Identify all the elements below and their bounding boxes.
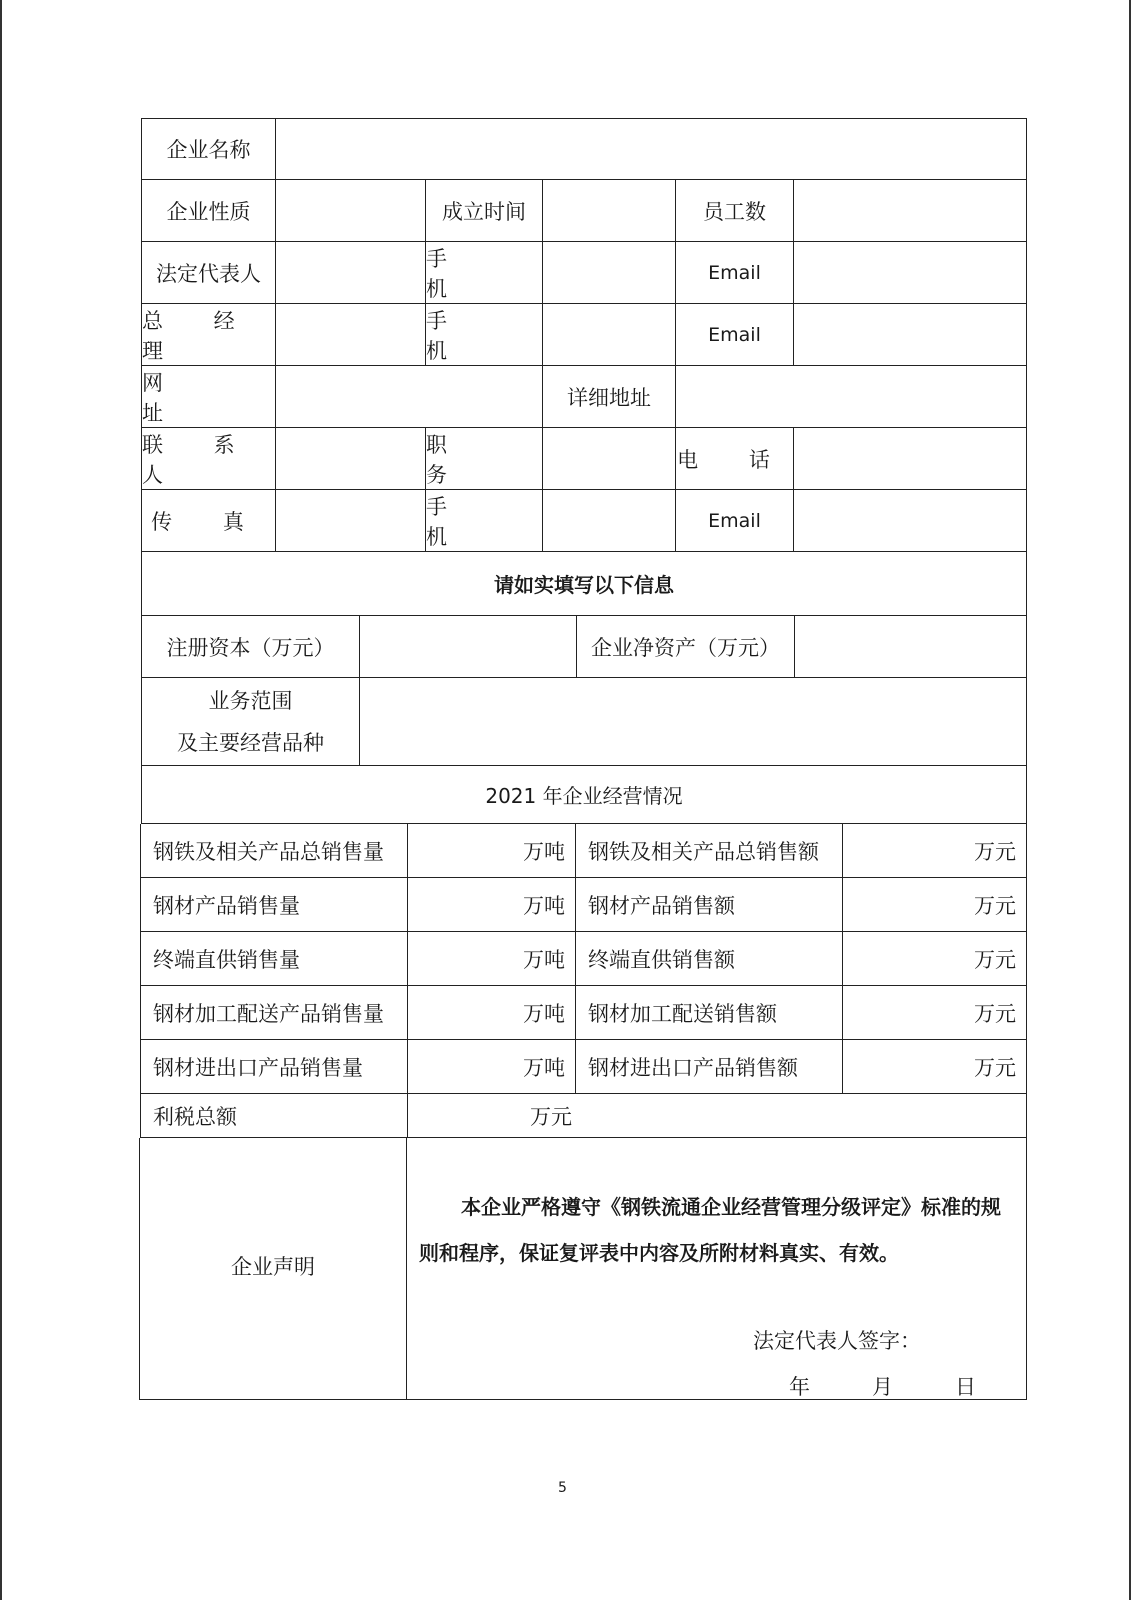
field-nature[interactable]	[276, 180, 426, 241]
row-scope	[141, 678, 1027, 766]
row-capital	[141, 616, 1027, 678]
row-website	[141, 366, 1027, 428]
date-month: 月	[872, 1375, 893, 1399]
ops-label-volume: 钢材产品销售量	[141, 878, 408, 931]
section-info-heading: 请如实填写以下信息	[494, 573, 674, 597]
field-company-name[interactable]	[276, 119, 1026, 179]
field-address[interactable]	[676, 366, 1026, 427]
row-tax	[140, 1094, 1027, 1138]
label-founded: 成立时间	[426, 180, 543, 241]
field-contact-email[interactable]	[794, 490, 1026, 551]
ops-label-volume: 钢铁及相关产品总销售量	[141, 824, 408, 877]
row-declaration	[139, 1138, 1027, 1400]
label-gm-email: Email	[676, 304, 794, 365]
ops-label-amount: 钢铁及相关产品总销售额	[576, 824, 843, 877]
label-position: 职 务	[426, 428, 543, 489]
field-gm-mobile[interactable]	[543, 304, 676, 365]
ops-row	[140, 986, 1027, 1040]
label-address: 详细地址	[543, 366, 676, 427]
row-legal-rep	[141, 242, 1027, 304]
ops-field-amount[interactable]: 万元	[974, 1055, 1016, 1080]
declaration-text: 本企业严格遵守《钢铁流通企业经营管理分级评定》标准的规则和程序，保证复评表中内容及所附材料真实、有效。	[419, 1195, 1001, 1265]
label-gm: 总 经 理	[142, 304, 276, 365]
label-declaration: 企业声明	[140, 1138, 407, 1399]
ops-row	[140, 932, 1027, 986]
label-nature: 企业性质	[142, 180, 276, 241]
field-legal-rep-mobile[interactable]	[543, 242, 676, 303]
label-fax: 传 真	[142, 490, 276, 551]
page-number: 5	[558, 1480, 567, 1496]
field-phone[interactable]	[794, 428, 1026, 489]
field-contact-mobile[interactable]	[543, 490, 676, 551]
ops-field-volume[interactable]: 万吨	[408, 932, 576, 985]
label-reg-capital: 注册资本（万元）	[142, 616, 360, 677]
row-nature	[141, 180, 1027, 242]
page-edge-left	[0, 0, 2, 1600]
ops-label-volume: 终端直供销售量	[141, 932, 408, 985]
label-website: 网 址	[142, 366, 276, 427]
field-employees[interactable]	[794, 180, 1026, 241]
field-legal-rep[interactable]	[276, 242, 426, 303]
ops-field-volume[interactable]: 万吨	[408, 986, 576, 1039]
label-legal-rep: 法定代表人	[142, 242, 276, 303]
ops-row	[140, 824, 1027, 878]
label-contact-mobile: 手 机	[426, 490, 543, 551]
field-gm-email[interactable]	[794, 304, 1026, 365]
row-section-info	[141, 552, 1027, 616]
label-tax: 利税总额	[141, 1094, 408, 1137]
label-company-name: 企业名称	[142, 119, 276, 179]
row-fax	[141, 490, 1027, 552]
ops-field-volume[interactable]: 万吨	[408, 1040, 576, 1093]
field-legal-rep-email[interactable]	[794, 242, 1026, 303]
ops-label-amount: 钢材加工配送销售额	[576, 986, 843, 1039]
date-day: 日	[955, 1375, 976, 1399]
field-position[interactable]	[543, 428, 676, 489]
label-net-assets: 企业净资产（万元）	[577, 616, 795, 677]
ops-field-volume[interactable]: 万吨	[408, 824, 576, 877]
field-reg-capital[interactable]	[360, 616, 577, 677]
field-fax[interactable]	[276, 490, 426, 551]
field-website[interactable]	[276, 366, 543, 427]
label-employees: 员工数	[676, 180, 794, 241]
ops-label-volume: 钢材进出口产品销售量	[141, 1040, 408, 1093]
ops-field-amount[interactable]: 万元	[974, 893, 1016, 918]
field-founded[interactable]	[543, 180, 676, 241]
label-phone: 电 话	[676, 428, 794, 489]
label-scope	[142, 678, 360, 765]
field-tax[interactable]	[408, 1094, 1026, 1137]
ops-row	[140, 1040, 1027, 1094]
ops-label-amount: 钢材进出口产品销售额	[576, 1040, 843, 1093]
field-net-assets[interactable]	[795, 616, 1026, 677]
row-gm	[141, 304, 1027, 366]
label-legal-rep-email: Email	[676, 242, 794, 303]
label-scope-line1: 业务范围	[208, 688, 293, 713]
row-contact	[141, 428, 1027, 490]
field-contact[interactable]	[276, 428, 426, 489]
signature-label: 法定代表人签字：	[753, 1329, 921, 1353]
label-contact: 联 系 人	[142, 428, 276, 489]
label-contact-email: Email	[676, 490, 794, 551]
label-legal-rep-mobile: 手 机	[426, 242, 543, 303]
label-scope-line2: 及主要经营品种	[177, 730, 324, 755]
section-ops-heading: 2021 年企业经营情况	[485, 784, 683, 808]
field-scope[interactable]	[360, 678, 1026, 765]
field-gm[interactable]	[276, 304, 426, 365]
ops-label-volume: 钢材加工配送产品销售量	[141, 986, 408, 1039]
ops-row	[140, 878, 1027, 932]
ops-field-volume[interactable]: 万吨	[408, 878, 576, 931]
ops-label-amount: 钢材产品销售额	[576, 878, 843, 931]
ops-label-amount: 终端直供销售额	[576, 932, 843, 985]
ops-field-amount[interactable]: 万元	[974, 947, 1016, 972]
row-company-name	[141, 118, 1027, 180]
declaration-body	[407, 1138, 1026, 1399]
ops-field-amount[interactable]: 万元	[974, 839, 1016, 864]
label-gm-mobile: 手 机	[426, 304, 543, 365]
ops-field-amount[interactable]: 万元	[974, 1001, 1016, 1026]
unit-tax: 万元	[530, 1104, 572, 1129]
row-section-ops	[141, 766, 1027, 824]
date-year: 年	[789, 1375, 810, 1399]
signature-date	[789, 1364, 976, 1410]
